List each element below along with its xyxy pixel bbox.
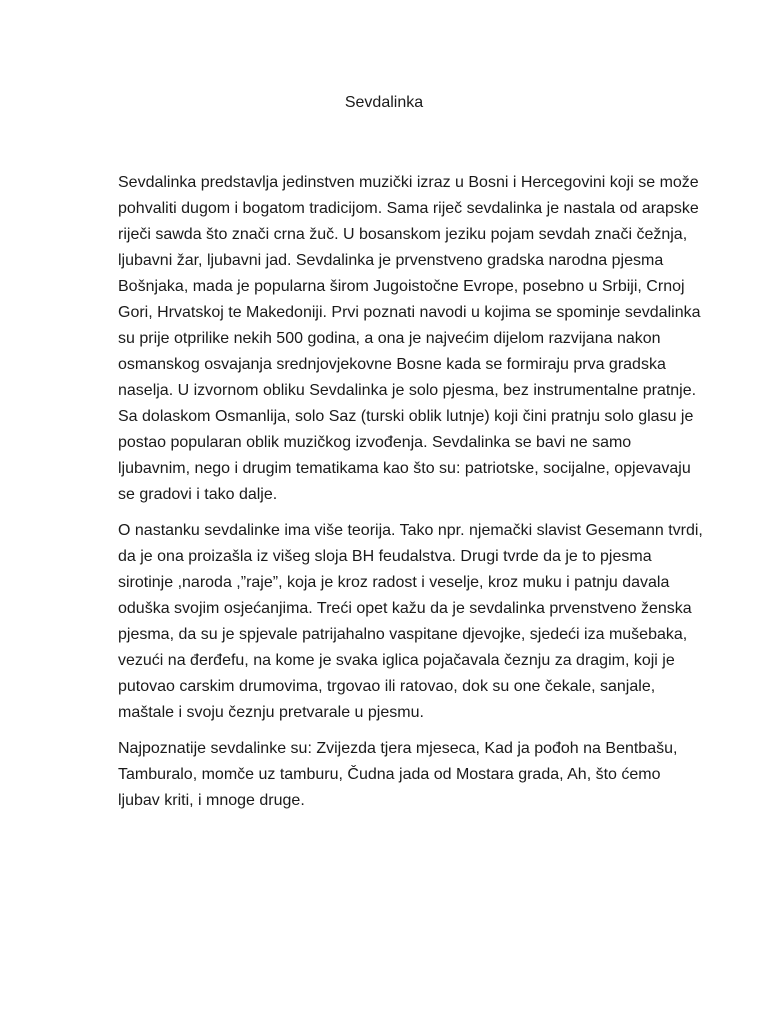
paragraph-2-line: vezući na đerđefu, na kome je svaka iglica pojačavala čeznju za dragim, koji je [118,652,675,669]
paragraph-2-line: maštale i svoju čeznju pretvarale u pjesmu. [118,704,424,721]
paragraph-1-line: postao popularan oblik muzičkog izvođenja. Sevdalinka se bavi ne samo [118,434,632,451]
paragraph-3-line: ljubav kriti, i mnoge druge. [118,792,305,809]
paragraph-1-line: Bošnjaka, mada je popularna širom Jugoistočne Evrope, posebno u Srbiji, Crnoj [118,278,685,295]
paragraph-3-line: Tamburalo, momče uz tamburu, Čudna jada od Mostara grada, Ah, što ćemo [118,766,661,783]
paragraph-2-line: pjesma, da su je spjevale patrijahalno vaspitane djevojke, sjedeći iza mušebaka, [118,626,688,643]
paragraph-1 [118,170,701,508]
paragraph-3-line: Najpoznatije sevdalinke su: Zvijezda tjera mjeseca, Kad ja pođoh na Bentbašu, [118,740,678,757]
paragraph-2-line: da je ona proizašla iz višeg sloja BH feudalstva. Drugi tvrde da je to pjesma [118,548,652,565]
paragraph-1-line: osmanskog osvajanja srednjovjekovne Bosne kada se formiraju prva gradska [118,356,666,373]
paragraph-1-line: ljubavni žar, ljubavni jad. Sevdalinka je prvenstveno gradska narodna pjesma [118,252,664,269]
paragraph-1-line: se gradovi i tako dalje. [118,486,278,503]
paragraph-1-line: Sa dolaskom Osmanlija, solo Saz (turski oblik lutnje) koji čini pratnju solo glasu je [118,408,694,425]
paragraph-2 [118,518,703,726]
paragraph-1-line: Gori, Hrvatskoj te Makedoniji. Prvi poznati navodi u kojima se spominje sevdalinka [118,304,701,321]
paragraph-3 [118,736,698,814]
paragraph-1-line: pohvaliti dugom i bogatom tradicijom. Sama riječ sevdalinka je nastala od arapske [118,200,699,217]
paragraph-1-line: naselja. U izvornom obliku Sevdalinka je solo pjesma, bez instrumentalne pratnje. [118,382,697,399]
paragraph-2-line: oduška svojim osjećanjima. Treći opet kažu da je sevdalinka prvenstveno ženska [118,600,692,617]
paragraph-2-line: O nastanku sevdalinke ima više teorija. Tako npr. njemački slavist Gesemann tvrdi, [118,522,703,539]
paragraph-1-line: su prije otprilike nekih 500 godina, a ona je najvećim dijelom razvijana nakon [118,330,661,347]
paragraph-2-line: putovao carskim drumovima, trgovao ili ratovao, dok su one čekale, sanjale, [118,678,656,695]
paragraph-2-line: sirotinje ,naroda ,”raje”, koja je kroz radost i veselje, kroz muku i patnju davala [118,574,670,591]
paragraph-1-line: riječi sawda što znači crna žuč. U bosanskom jeziku pojam sevdah znači čežnja, [118,226,688,243]
paragraph-1-line: ljubavnim, nego i drugim tematikama kao što su: patriotske, socijalne, opjevavaju [118,460,691,477]
document-title: Sevdalinka [344,94,424,111]
paragraph-1-line: Sevdalinka predstavlja jedinstven muzički izraz u Bosni i Hercegovini koji se može [118,174,699,191]
document-body [118,170,703,824]
